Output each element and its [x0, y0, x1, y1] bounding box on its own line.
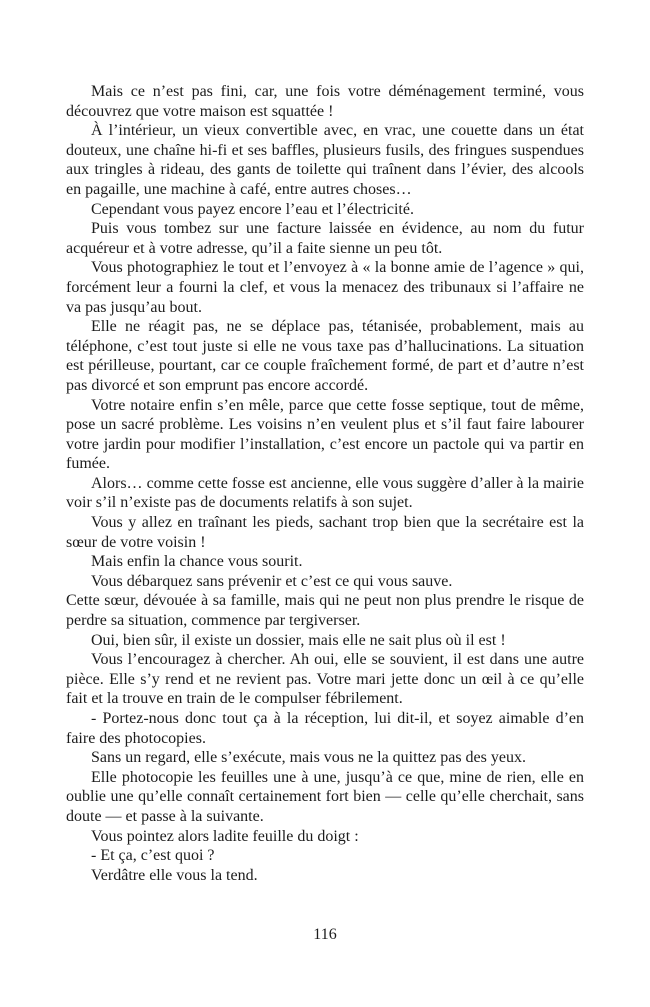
paragraph-14: Vous l’encouragez à chercher. Ah oui, elle se souvient, il est dans une autre pièce. Elle s’y rend et ne revient pas. Votre mari jette donc un œil à ce qu’elle fait et la trouve en train de le compulser fébrilement.	[66, 651, 584, 708]
paragraph-4: Puis vous tombez sur une facture laissée en évidence, au nom du futur acquéreur et à votre adresse, qu’il a faite sienne un peu tôt.	[66, 220, 584, 257]
paragraph-2: À l’intérieur, un vieux convertible avec, en vrac, une couette dans un état douteux, une chaîne hi-fi et ses baffles, plusieurs fusils, des fringues suspendues aux tringles à rideau, des gants de toilette qui traînent dans l’évier, des alcools en pagaille, une machine à café, entre autres choses…	[66, 122, 584, 198]
paragraph-7: Votre notaire enfin s’en mêle, parce que cette fosse septique, tout de même, pose un sacré problème. Les voisins n’en veulent plus et s’il faut faire labourer votre jardin pour modifier l’installation, c’est encore un pactole qui va partir en fumée.	[66, 396, 584, 473]
paragraph-13: Oui, bien sûr, il existe un dossier, mais elle ne sait plus où il est !	[91, 631, 506, 649]
paragraph-6: Elle ne réagit pas, ne se déplace pas, tétanisée, probablement, mais au téléphone, c’est tout juste si elle ne vous taxe pas d’hallucinations. La situation est périlleuse, pourtant, car ce couple fraîchement formé, de part et d’autre n’est pas divorcé et son emprunt pas encore accordé.	[66, 318, 584, 394]
page-number: 116	[313, 926, 337, 943]
paragraph-3: Cependant vous payez encore l’eau et l’électricité.	[91, 200, 414, 218]
paragraph-18: Vous pointez alors ladite feuille du doigt :	[91, 827, 359, 845]
paragraph-11: Vous débarquez sans prévenir et c’est ce qui vous sauve.	[91, 572, 453, 590]
paragraph-5: Vous photographiez le tout et l’envoyez à « la bonne amie de l’agence » qui, forcément leur a fourni la clef, et vous la menacez des tribunaux si l’affaire ne va pas jusqu’au bout.	[66, 259, 584, 316]
paragraph-8: Alors… comme cette fosse est ancienne, elle vous suggère d’aller à la mairie voir s’il n’existe pas de documents relatifs à son sujet.	[66, 474, 584, 512]
paragraph-19: - Et ça, c’est quoi ?	[91, 847, 215, 865]
paragraph-10: Mais enfin la chance vous sourit.	[91, 553, 303, 571]
paragraph-9: Vous y allez en traînant les pieds, sachant trop bien que la secrétaire est la sœur de votre voisin !	[66, 514, 584, 551]
paragraph-16: Sans un regard, elle s’exécute, mais vous ne la quittez pas des yeux.	[91, 749, 526, 767]
paragraph-17: Elle photocopie les feuilles une à une, jusqu’à ce que, mine de rien, elle en oublie une qu’elle connaît certainement fort bien — celle qu’elle cherchait, sans doute — et passe à la suivante.	[66, 768, 584, 825]
paragraph-20: Verdâtre elle vous la tend.	[91, 866, 258, 884]
paragraph-12: Cette sœur, dévouée à sa famille, mais qui ne peut non plus prendre le risque de perdre sa situation, commence par tergiverser.	[66, 592, 584, 630]
paragraph-1: Mais ce n’est pas fini, car, une fois votre déménagement terminé, vous découvrez que votre maison est squattée !	[66, 83, 584, 120]
paragraph-15: - Portez-nous donc tout ça à la réception, lui dit-il, et soyez aimable d’en faire des photocopies.	[66, 710, 584, 747]
text-block	[66, 82, 584, 885]
